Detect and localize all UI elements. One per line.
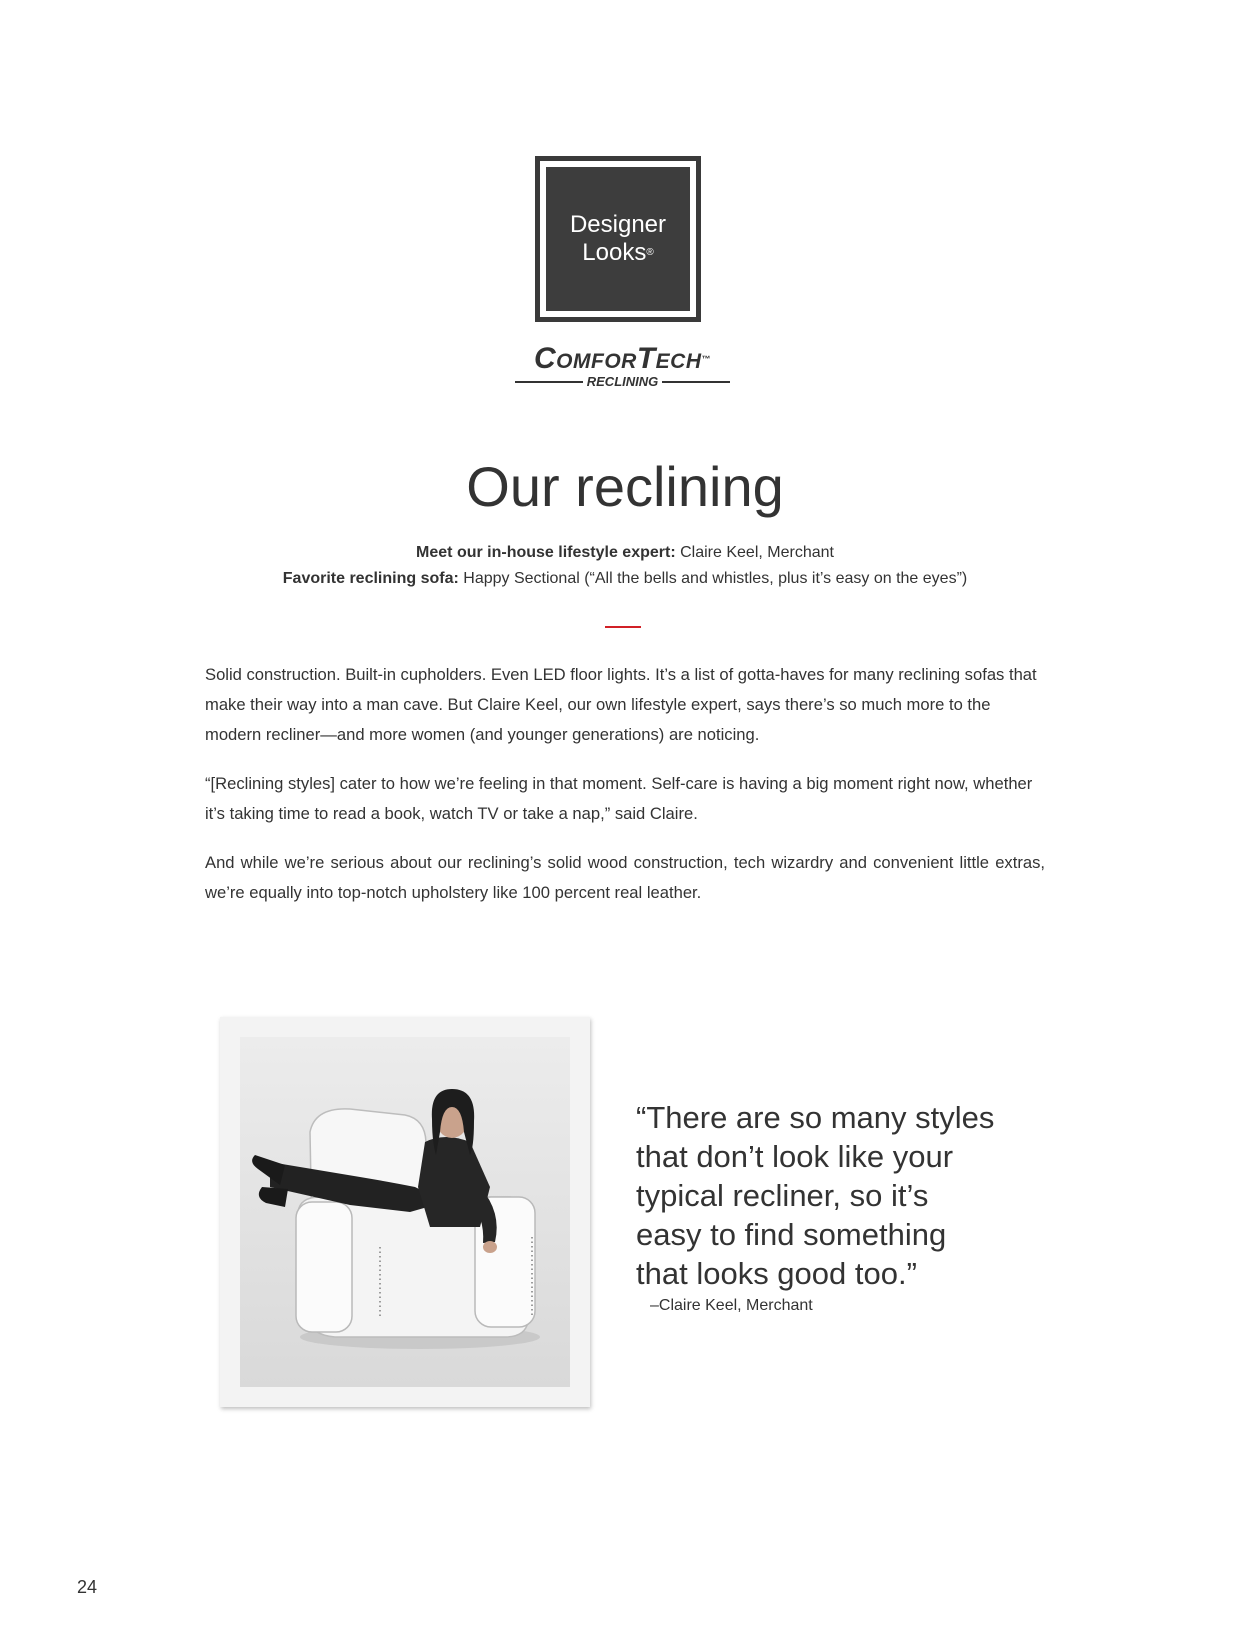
accent-divider [605, 626, 641, 628]
expert-meta [0, 540, 1250, 592]
expert-line [0, 540, 1250, 566]
logo-name-text: ComforTech [534, 342, 702, 375]
body-paragraph-3: And while we’re serious about our reclining’s solid wood construction, tech wizardry and convenient little extras, we’re equally into top-notch upholstery like 100 percent real leather. [205, 853, 1045, 902]
registered-mark: ® [646, 247, 654, 258]
page-title: Our reclining [466, 455, 784, 518]
badge-line-2 [582, 239, 653, 267]
pull-quote [636, 1098, 1066, 1293]
sofa-value: Happy Sectional (“All the bells and whistles, plus it’s easy on the eyes”) [463, 570, 968, 587]
expert-value: Claire Keel, Merchant [680, 544, 834, 561]
badge-inner [546, 167, 690, 311]
quote-attribution: –Claire Keel, Merchant [650, 1297, 813, 1314]
expert-label: Meet our in-house lifestyle expert: [416, 544, 676, 561]
logo-name [515, 343, 730, 375]
logo-sub [515, 375, 730, 389]
designer-looks-badge [535, 156, 701, 322]
trademark-mark: ™ [701, 354, 711, 364]
recliner-photo [240, 1037, 570, 1387]
badge-line-2-text: Looks [582, 239, 647, 266]
article-body [205, 660, 1045, 927]
logo-sub-text: RECLINING [586, 374, 659, 389]
page-number: 24 [77, 1577, 98, 1597]
recliner-illustration [240, 1037, 570, 1387]
badge-line-1: Designer [569, 211, 667, 238]
sofa-line [0, 566, 1250, 592]
comfortech-logo [515, 343, 730, 389]
body-paragraph-1: Solid construction. Built-in cupholders. Even LED floor lights. It’s a list of gotta-haves for many reclining sofas that make their way into a man cave. But Claire Keel, our own lifestyle expert, says there’s so much more to the modern recliner—and more women (and younger generations) are noticing. [205, 665, 1037, 744]
sofa-label: Favorite reclining sofa: [282, 570, 459, 587]
photo-frame [220, 1017, 590, 1407]
pull-quote-text: “There are so many styles that don’t look like your typical recliner, so it’s easy to find something that looks good too.” [636, 1100, 995, 1291]
logo-rule-left [515, 381, 583, 383]
body-paragraph-2: “[Reclining styles] cater to how we’re feeling in that moment. Self-care is having a big moment right now, whether it’s taking time to read a book, watch TV or take a nap,” said Claire. [205, 774, 1033, 823]
logo-rule-right [662, 381, 730, 383]
